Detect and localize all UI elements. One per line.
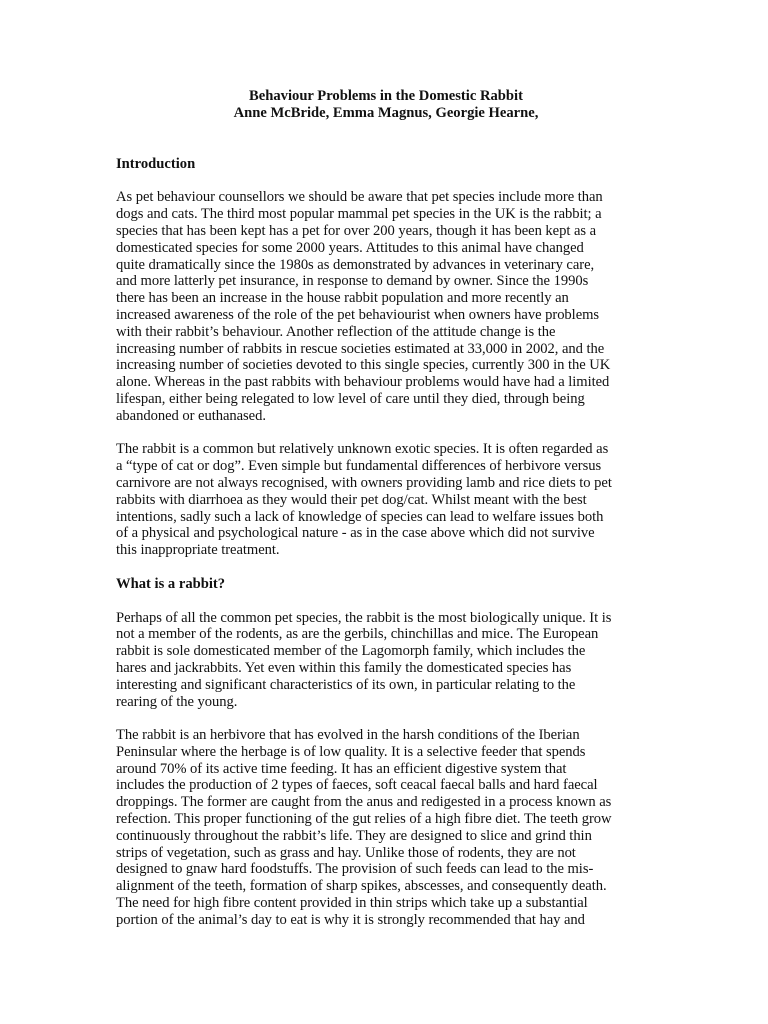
text-line: rabbits with diarrhoea as they would their pet dog/cat. Whilst meant with the best (116, 491, 587, 508)
section-heading: What is a rabbit? (116, 575, 226, 592)
text-line: portion of the animal’s day to eat is why it is strongly recommended that hay and (116, 911, 585, 928)
text-line: alignment of the teeth, formation of sharp spikes, abscesses, and consequently death. (116, 878, 607, 895)
text-line: Perhaps of all the common pet species, the rabbit is the most biologically unique. It is (116, 609, 612, 626)
text-line: refection. This proper functioning of the gut relies of a high fibre diet. The teeth grow (116, 811, 612, 828)
text-line: a “type of cat or dog”. Even simple but fundamental differences of herbivore versus (116, 458, 602, 475)
text-line: intentions, sadly such a lack of knowledge of species can lead to welfare issues both (116, 508, 604, 525)
body-paragraph (116, 727, 656, 929)
body-paragraph (116, 189, 656, 424)
text-line: there has been an increase in the house rabbit population and more recently an (116, 290, 569, 307)
text-line: abandoned or euthanased. (116, 407, 266, 424)
text-line: domesticated species for some 2000 years. Attitudes to this animal have changed (116, 239, 584, 256)
document-authors: Anne McBride, Emma Magnus, Georgie Hearne, (233, 104, 539, 121)
text-line: not a member of the rodents, as are the gerbils, chinchillas and mice. The European (116, 626, 599, 643)
text-line: increasing number of rabbits in rescue societies estimated at 33,000 in 2002, and the (116, 340, 605, 357)
text-line: and more latterly pet insurance, in response to demand by owner. Since the 1990s (116, 273, 589, 290)
text-line: droppings. The former are caught from the anus and redigested in a process known as (116, 794, 612, 811)
text-line: this inappropriate treatment. (116, 542, 280, 559)
text-line: rearing of the young. (116, 693, 238, 710)
text-line: continuously throughout the rabbit’s life. They are designed to slice and grind thin (116, 827, 592, 844)
text-line: designed to gnaw hard foodstuffs. The provision of such feeds can lead to the mis- (116, 861, 594, 878)
text-line: Peninsular where the herbage is of low quality. It is a selective feeder that spends (116, 743, 586, 760)
text-line: increasing number of societies devoted to this single species, currently 300 in the UK (116, 357, 611, 374)
text-line: dogs and cats. The third most popular mammal pet species in the UK is the rabbit; a (116, 206, 602, 223)
text-line: species that has been kept has a pet for over 200 years, though it has been kept as a (116, 222, 597, 239)
document-title: Behaviour Problems in the Domestic Rabbit (249, 88, 523, 104)
document-page (116, 88, 656, 945)
text-line: increased awareness of the role of the pet behaviourist when owners have problems (116, 306, 600, 323)
body-paragraph (116, 610, 656, 711)
text-line: includes the production of 2 types of faeces, soft ceacal faecal balls and hard faecal (116, 777, 598, 794)
text-line: alone. Whereas in the past rabbits with behaviour problems would have had a limited (116, 374, 610, 391)
section-heading: Introduction (116, 155, 196, 172)
text-line: around 70% of its active time feeding. It has an efficient digestive system that (116, 760, 567, 777)
text-line: quite dramatically since the 1980s as demonstrated by advances in veterinary care, (116, 256, 595, 273)
title-block (116, 88, 656, 122)
text-line: rabbit is sole domesticated member of the Lagomorph family, which includes the (116, 643, 586, 660)
text-line: with their rabbit’s behaviour. Another reflection of the attitude change is the (116, 323, 556, 340)
text-line: of a physical and psychological nature - as in the case above which did not survive (116, 525, 595, 542)
body-paragraph (116, 441, 656, 559)
text-line: interesting and significant characteristics of its own, in particular relating to the (116, 676, 576, 693)
text-line: The rabbit is a common but relatively unknown exotic species. It is often regarded as (116, 441, 609, 458)
text-line: lifespan, either being relegated to low level of care until they died, through being (116, 390, 585, 407)
text-line: As pet behaviour counsellors we should be aware that pet species include more than (116, 189, 603, 206)
text-line: strips of vegetation, such as grass and hay. Unlike those of rodents, they are not (116, 844, 576, 861)
document-body (116, 156, 656, 929)
text-line: The need for high fibre content provided in thin strips which take up a substantial (116, 895, 588, 912)
text-line: The rabbit is an herbivore that has evolved in the harsh conditions of the Iberian (116, 727, 580, 744)
text-line: carnivore are not always recognised, with owners providing lamb and rice diets to pet (116, 474, 612, 491)
text-line: hares and jackrabbits. Yet even within this family the domesticated species has (116, 659, 572, 676)
